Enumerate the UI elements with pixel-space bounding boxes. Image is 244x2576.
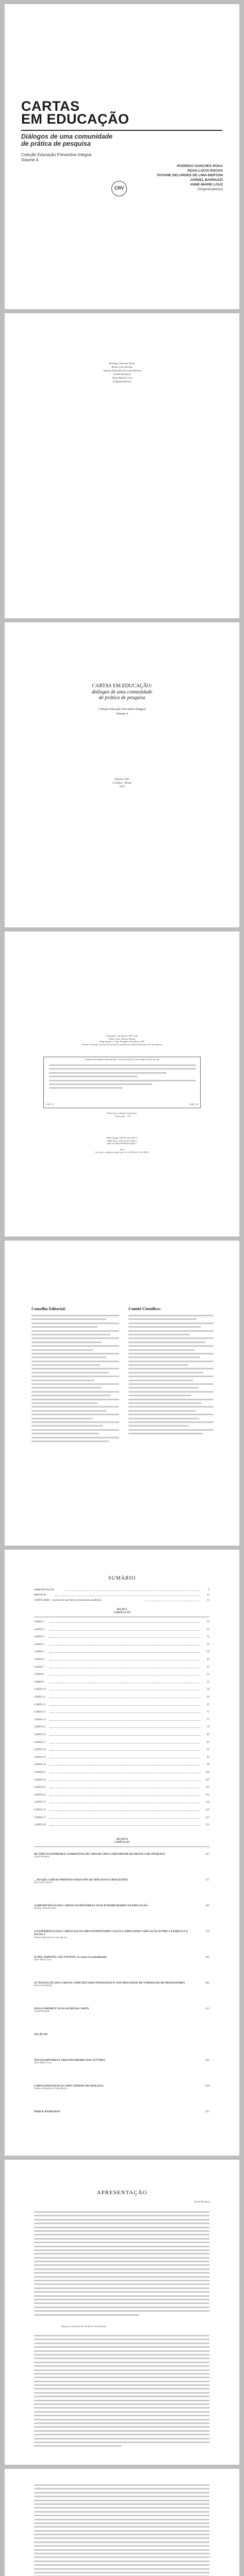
presentation-text	[34, 2211, 209, 2318]
toc-row[interactable]: PREFÁCIO 13	[34, 1594, 209, 1597]
presentation-author: Jardel Barduzzi	[193, 2201, 210, 2204]
presentation-page	[5, 2160, 239, 2465]
summary-title: SUMÁRIO	[108, 1575, 136, 1581]
toc-row[interactable]: CARTA 10 59	[34, 1688, 209, 1691]
toc-row[interactable]: CARTA 15 79	[34, 1726, 209, 1729]
toc-row[interactable]: CARTA 20 99	[34, 1764, 209, 1767]
half-title-page	[5, 313, 239, 618]
toc-row[interactable]: CARTA 12 67	[34, 1703, 209, 1706]
toc-row[interactable]: CARTA 26 123	[34, 1809, 209, 1811]
cover-subtitle: Diálogos de uma comunidade de prática de pesquisa	[21, 133, 113, 147]
credits: Copyright © da Editora CRV Ltda. Editor-chefe: Railson Moura Diagramação e Capa: Designers da Editora CRV Revisão: Rodrigo Sanches Rosa, Rosa Lúcia Rocha, Tatiane Delurdes de Lima-Berton	[82, 1035, 162, 1046]
toc-row[interactable]: CARTA 25 119	[34, 1801, 209, 1804]
toc-article[interactable]: SEÇÃO III	[34, 2033, 47, 2036]
publisher-logo-icon: CRV	[111, 181, 127, 196]
title-page	[5, 622, 239, 927]
toc-row[interactable]: CARTA 3 31	[34, 1636, 209, 1639]
closing-text	[34, 2484, 209, 2576]
toc-article[interactable]: A UTILIZAÇÃO DAS CARTAS COMO RECURSO PEDAGÓGICO NOS PROCESSOS DE FORMAÇÃO DE PROFESSORES Rosa Lúcia Rocha 203	[34, 1981, 209, 1988]
toc-row[interactable]: CARTA 16 83	[34, 1734, 209, 1736]
toc-row[interactable]: CARTA 14 75	[34, 1718, 209, 1721]
section-heading: SEÇÃO I CARTAS E EN	[113, 1608, 131, 1614]
section-divider	[34, 1846, 209, 1847]
cover-divider	[21, 130, 222, 131]
toc-article[interactable]: CARTA PEDAGÓGICA COMO GÊNERO DO DIÁLOGO Tatiane Delurdes de Lima-Berton 229	[34, 2084, 209, 2091]
toc-article[interactable]: NÓS ESCRITORES E ORGANIZADORES DAS LETTRES Anne-Marie Louz 223	[34, 2059, 209, 2065]
toc-row[interactable]: CARTA 17 87	[34, 1741, 209, 1744]
toc-row[interactable]: CARTA 7 47	[34, 1666, 209, 1669]
toc-row[interactable]: CARTA 9 55	[34, 1681, 209, 1684]
toc-row[interactable]: CARTA 13 71	[34, 1711, 209, 1714]
council-left-title: Conselho Editorial:	[31, 1307, 66, 1311]
council-left-list	[31, 1315, 119, 1444]
toc-row[interactable]: CARTA 24 115	[34, 1793, 209, 1797]
isbn-info: ISBN Digital 978-65-251-2927-4 ISBN Físico 978-65-251-2926-7 DOI 10.24824/978652512926.7 2022 Foi feito o depósito legal conf. Lei 10.994 de 14/12/2004	[95, 1137, 149, 1154]
presentation-text-2	[34, 2335, 209, 2449]
presentation-quote: Bergson, durações da memória em Deleuze	[61, 2326, 107, 2328]
summary-page	[5, 1550, 239, 2156]
publisher-info: Editora CRV Curitiba – Brasil 2022	[112, 778, 132, 788]
collection-info: Coleção Educação Preventiva Integral Volume 4	[98, 708, 146, 716]
cover-collection: Coleção Educação Preventiva Integral Volume 4	[21, 152, 92, 162]
catalog-page	[5, 931, 239, 1236]
toc-row[interactable]: CARTA 6 43	[34, 1658, 209, 1661]
book-title: CARTAS EM EDUCAÇÃO: diálogos de uma comunidade de prática de pesquisa	[91, 683, 153, 701]
toc-article[interactable]: ÍNDICE REMISSIVO 237	[34, 2110, 209, 2113]
toc-row[interactable]: CARTA 4 35	[34, 1643, 209, 1646]
toc-row[interactable]: CARTA 1 23	[34, 1621, 209, 1623]
toc-row[interactable]: CARTA 22 107	[34, 1778, 209, 1782]
cip-box: DADOS INTERNACIONAIS DE CATALOGAÇÃO NA PUBLICAÇÃO (CIP) CDU 37 CDD 370	[43, 1057, 201, 1108]
organizer-names: Rodrigo Sanches Rosa Rosa Lúcia Rocha Tatiane Delurdes de Lima-Berton Jardel Barduzzi Anne-Marie Louz (Organizadores)	[103, 362, 141, 383]
toc-row[interactable]: CARTA 27 127	[34, 1816, 209, 1819]
toc-article[interactable]: A IMPORTÂNCIA DAS CARTAS NA HISTÓRIA E SUAS POSSIBILIDADES NA EDUCAÇÃO Rodrigo Sanches Rosa 163	[34, 1904, 209, 1910]
cover-authors: RODRIGO SANCHES ROSA ROSA LÚCIA ROCHA TATIANE DELURDES DE LIMA-BERTON JARDEL BARDUZZI ANNE-MARIE LOUZ (Organizadores)	[156, 164, 223, 191]
toc-row[interactable]: CARTA 11 63	[34, 1696, 209, 1699]
council-right-title: Comitê Científico:	[128, 1307, 161, 1311]
toc-row[interactable]: CARTA 8 51	[34, 1673, 209, 1676]
toc-article[interactable]: A EXPERIÊNCIA DAS CARTAS ESCOLARES ESTREITANDO LAÇOS E AMPLIANDO A RELAÇÃO ENTRE A FAMÍLIA E A ESCOLA Tatiane Delurdes de Lima-Berton 179	[34, 1930, 209, 1939]
toc-row[interactable]: CARTA ZERO – as pistas de um relato no mundo pós-pandêmico 15	[34, 1599, 209, 1602]
toc-row[interactable]: CARTA 28 131	[34, 1824, 209, 1827]
toc-article[interactable]: SI NEL-IADENTE, FAZ A PONTE: as cartas se aconselhando Anne-Marie Louz 191	[34, 1956, 209, 1962]
section-heading: SEÇÃO II CAPÍTULOS	[114, 1838, 130, 1844]
presentation-title: APRESENTAÇÃO	[96, 2190, 148, 2196]
council-page	[5, 1241, 239, 1546]
cover-title: CARTAS EM EDUCAÇÃO	[21, 98, 129, 127]
toc-row[interactable]: CARTA 2 27	[34, 1628, 209, 1631]
toc-article[interactable]: PAULO FREIRE E SUAS ESCRITAS CARTA Jardel Barduzzi 213	[34, 2007, 209, 2013]
toc-row[interactable]: CARTA 21 103	[34, 1771, 209, 1774]
toc-row[interactable]: CARTA 18 91	[34, 1749, 209, 1752]
toc-article[interactable]: ... AO QUE CARTAS INDENTAS PARA FINS DE DIÁLOGOS E REFLEXÕES Rosa Lúcia Rocha 157	[34, 1878, 209, 1885]
toc-row[interactable]: CARTA 5 39	[34, 1651, 209, 1654]
cover-page	[5, 4, 239, 309]
closing-page	[5, 2469, 239, 2576]
index-info: Índice para catálogo sistemático 1. Educação – 370	[107, 1112, 137, 1117]
toc-row[interactable]: CARTA 19 95	[34, 1756, 209, 1759]
toc-row[interactable]: CARTA 23 111	[34, 1786, 209, 1789]
council-right-list	[128, 1315, 214, 1437]
toc-article[interactable]: DE VIDA NA PANDEMIA? NARRATIVAS DE VIDA DE UMA COMUNIDADE DE PRÁTICA DE PESQUISA Jardel Barduzzi 147	[34, 1853, 209, 1859]
toc-row[interactable]: APRESENTAÇÃO 9	[34, 1589, 209, 1591]
